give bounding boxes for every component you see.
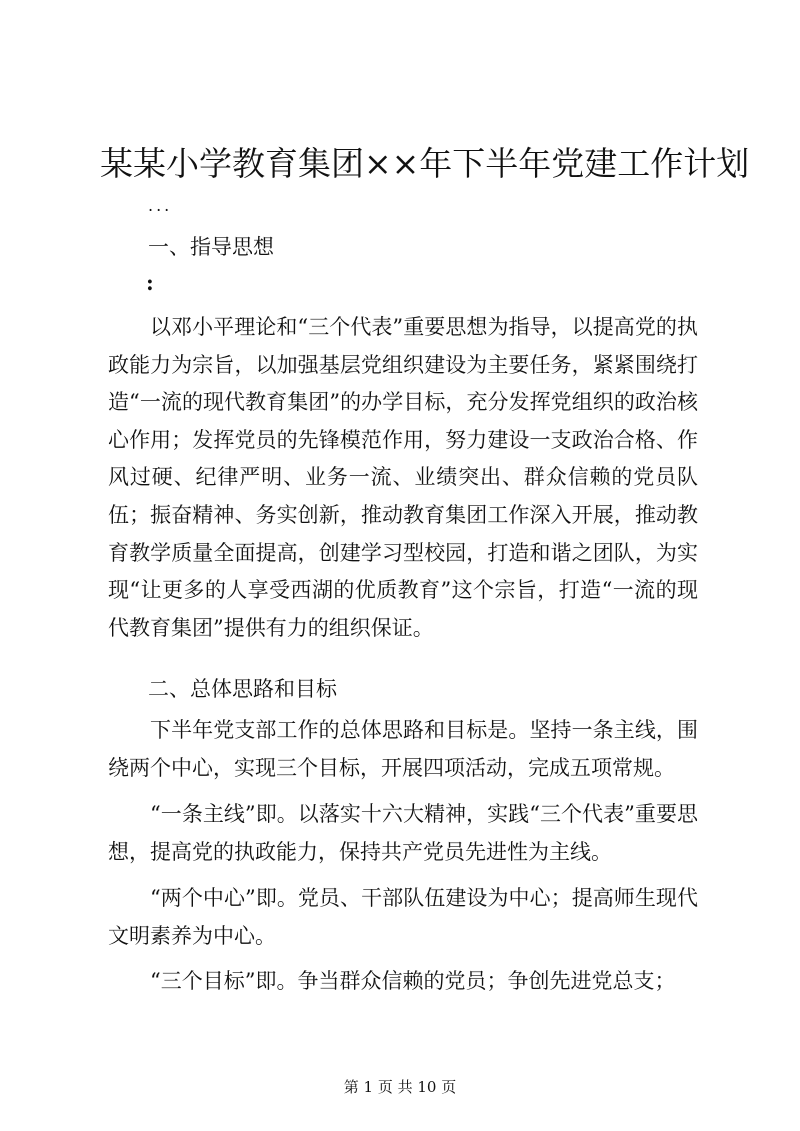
paragraph-three-goals: “三个目标”即。争当群众信赖的党员；争创先进党总支； [150,969,676,993]
paragraph-one-main-line: “一条主线”即。以落实十六大精神，实践“三个代表”重要思想，提高党的执政能力，保持共产党员先进性为主线。 [108,802,698,864]
paragraph-two-centers: “两个中心”即。党员、干部队伍建设为中心；提高师生现代文明素养为中心。 [108,886,698,948]
section-heading-guiding-ideology: 一、指导思想 [148,235,274,259]
ellipsis-mark: ... [148,196,173,215]
page-number-footer: 第 1 页 共 10 页 [343,1078,457,1096]
paragraph-overall-approach: 下半年党支部工作的总体思路和目标是。坚持一条主线，围绕两个中心，实现三个目标，开展四项活动，完成五项常规。 [108,718,698,780]
document-title: 某某小学教育集团××年下半年党建工作计划 [100,144,750,183]
section-heading-overall-approach: 二、总体思路和目标 [148,677,337,701]
colon-mark: : [146,270,154,295]
paragraph-guiding-ideology: 以邓小平理论和“三个代表”重要思想为指导，以提高党的执政能力为宗旨，以加强基层党组织建设为主要任务，紧紧围绕打造“一流的现代教育集团”的办学目标，充分发挥党组织的政治核心作用；发挥党员的先锋模范作用，努力建设一支政治合格、作风过硬、纪律严明、业务一流、业绩突出、群众信赖的党员队伍；振奋精神、务实创新，推动教育集团工作深入开展，推动教育教学质量全面提高，创建学习型校园，打造和谐之团队，为实现“让更多的人享受西湖的优质教育”这个宗旨，打造“一流的现代教育集团”提供有力的组织保证。 [108,315,698,640]
